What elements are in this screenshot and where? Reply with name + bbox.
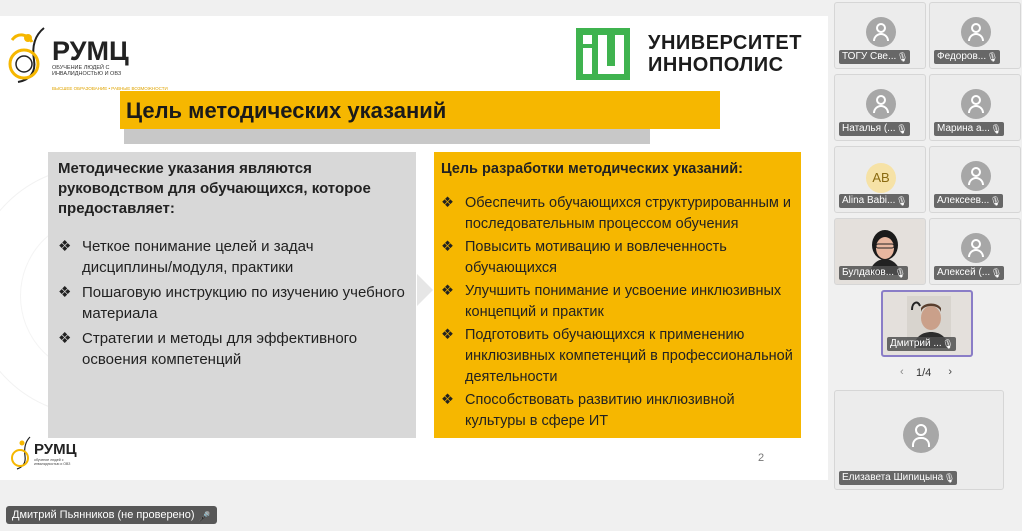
previous-page-button[interactable]: ‹ [900,366,904,378]
list-item: ❖ Способствовать развитию инклюзивной культуры в сфере ИТ [441,392,735,429]
participant-name-bar: ТОГУ Све... 🎙 [839,50,910,64]
mic-off-icon: 🎙 [943,473,956,483]
participant-tile[interactable] [834,146,926,213]
rumc-logo [4,20,168,92]
participant-video-tile[interactable] [834,218,926,285]
participant-tile[interactable] [929,146,1021,213]
left-box-intro: Методические указания являются руководством для обучающихся, которое предоставляет: [58,160,371,217]
rumc-emblem-icon [10,436,34,470]
bullet-icon: ❖ [441,327,454,343]
list-item: ❖ Улучшить понимание и усвоение инклюзивных концепций и практик [441,283,782,320]
left-box-list [58,236,406,370]
participant-name-bar: Марина а... 🎙 [934,122,1004,136]
arrow-right-icon [417,274,433,306]
participant-tile[interactable] [929,218,1021,285]
microphone-icon: 🎤 [198,512,211,523]
right-info-box [434,152,801,438]
rumc-logo-word: РУМЦ [52,36,129,66]
list-item: ❖ Повысить мотивацию и вовлеченность обучающихся [441,239,727,276]
participant-pager [880,366,972,382]
list-item: ❖ Стратегии и методы для эффективного освоения компетенций [58,330,358,368]
bullet-icon: ❖ [441,239,454,255]
mic-off-icon: 🎙 [896,124,908,134]
rumc-emblem-icon [4,26,50,84]
bullet-icon: ❖ [441,195,454,211]
slide-page-number: 2 [758,452,765,464]
participant-initials: AB [866,163,896,193]
participant-name-bar: Федоров... 🎙 [934,50,1000,64]
list-item: ❖ Обеспечить обучающихся структурированным и последовательным процессом обучения [441,195,791,232]
avatar-icon [866,89,896,119]
mic-off-icon: 🎙 [895,196,908,206]
avatar-icon [866,17,896,47]
mic-off-icon: 🎙 [990,268,1003,278]
footer-rumc-logo [10,436,80,472]
slide-title-bar [120,91,720,129]
participant-name-bar: Алексей (... 🎙 [934,266,1004,280]
rumc-logo-tagline: ВЫСШЕЕ ОБРАЗОВАНИЕ • РАВНЫЕ ВОЗМОЖНОСТИ [52,86,168,91]
participant-tile[interactable] [929,2,1021,69]
participant-video-tile[interactable] [881,290,973,357]
list-item: ❖ Подготовить обучающихся к применению инклюзивных компетенций в профессиональной деятельности [441,327,793,385]
innopolis-logo [576,28,816,80]
rumc-logo-subtitle: ОБУЧЕНИЕ ЛЮДЕЙ С ИНВАЛИДНОСТЬЮ И ОВЗ [52,65,122,77]
avatar-icon [961,233,991,263]
right-box-list [441,193,794,432]
page-indicator: 1/4 [916,367,932,379]
mic-off-icon: 🎙 [990,124,1002,134]
innopolis-logo-line2: ИННОПОЛИС [648,54,784,76]
participant-name-bar: Дмитрий ... 🎙 [887,337,956,351]
participant-name-bar: Елизавета Шипицына 🎙 [839,471,957,485]
avatar-icon [961,17,991,47]
participant-tile[interactable] [929,74,1021,141]
participant-name-bar: Наталья (... 🎙 [839,122,910,136]
footer-logo-word: РУМЦ [34,441,77,458]
participant-tile-large[interactable] [834,390,1004,490]
list-item: ❖ Пошаговую инструкцию по изучению учебного материала [58,284,405,322]
avatar-icon [961,89,991,119]
bullet-icon: ❖ [58,238,72,255]
left-info-box [48,152,416,438]
bullet-icon: ❖ [441,392,454,408]
avatar-icon [903,417,939,453]
list-item: ❖ Четкое понимание целей и задач дисциплины/модуля, практики [58,238,314,276]
mic-off-icon: 🎙 [989,196,1002,206]
footer-logo-subtitle: обучение людей с инвалидностью и ОВЗ [34,458,71,466]
participant-name-bar: Булдаков... 🎙 [839,266,908,280]
bullet-icon: ❖ [58,284,72,301]
speaker-name: Дмитрий Пьянников (не проверено) [12,509,195,521]
mic-icon: 🎙 [942,339,954,349]
innopolis-logo-line1: УНИВЕРСИТЕТ [648,32,802,54]
mic-off-icon: 🎙 [894,268,907,278]
right-box-heading: Цель разработки методических указаний: [441,161,743,177]
participant-name-bar: Алексеев... 🎙 [934,194,1003,208]
title-underline [124,128,650,144]
bullet-icon: ❖ [58,330,72,347]
mic-off-icon: 🎙 [896,52,909,62]
innopolis-mark-icon [576,28,630,80]
participant-tile[interactable] [834,2,926,69]
slide-title: Цель методических указаний [126,98,447,123]
participant-tile[interactable] [834,74,926,141]
avatar-icon [961,161,991,191]
next-page-button[interactable]: › [948,366,952,378]
bullet-icon: ❖ [441,283,454,299]
participant-name-bar: Alina Babi... 🎙 [839,194,909,208]
presentation-slide [0,16,828,480]
mic-off-icon: 🎙 [986,52,999,62]
active-speaker-label [6,506,217,524]
